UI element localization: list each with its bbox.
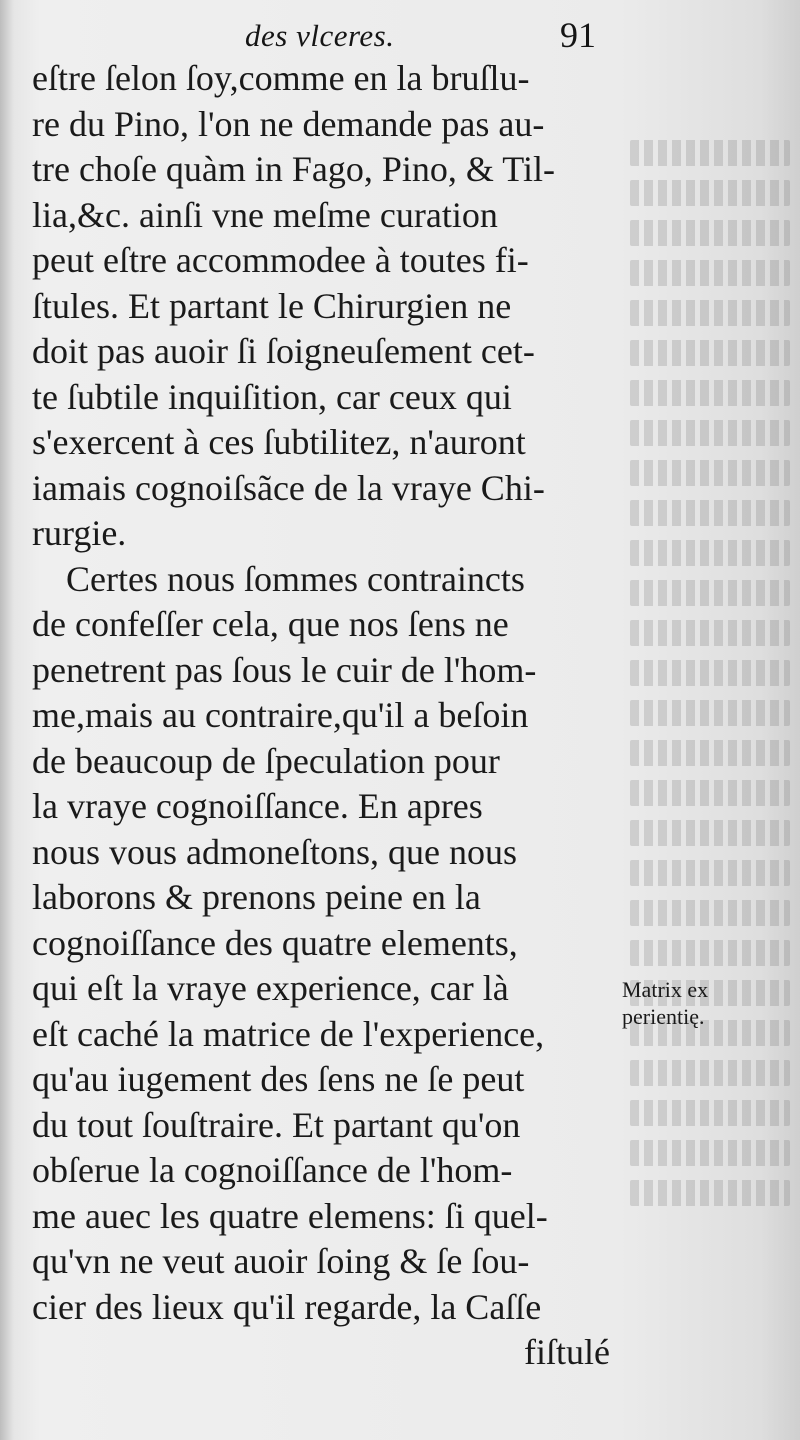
running-head: des vlceres. xyxy=(245,18,395,53)
margin-note-line: Matrix ex xyxy=(622,977,709,1002)
text-line: peut eſtre accommodee à toutes fi- xyxy=(32,240,529,280)
text-line: lia,&c. ainſi vne meſme curation xyxy=(32,194,498,235)
text-line: qui eſt la vraye experience, car là xyxy=(32,968,509,1008)
text-line: la vraye cognoiſſance. En apres xyxy=(32,786,483,826)
text-line: penetrent pas ſous le cuir de l'hom- xyxy=(32,649,537,690)
text-line: me,mais au contraire,qu'il a beſoin xyxy=(32,695,529,735)
text-line: re du Pino, l'on ne demande pas au- xyxy=(32,103,545,144)
text-line: qu'vn ne veut auoir ſoing & ſe ſou- xyxy=(32,1241,530,1281)
text-line: s'exercent à ces ſubtilitez, n'auront xyxy=(32,422,526,462)
text-line: obſerue la cognoiſſance de l'hom- xyxy=(32,1150,513,1190)
catchword: fiſtulé xyxy=(524,1332,610,1372)
page-header xyxy=(0,8,800,58)
text-line: te ſubtile inquiſition, car ceux qui xyxy=(32,376,512,417)
text-line: de beaucoup de ſpeculation pour xyxy=(32,740,500,781)
text-line: cier des lieux qu'il regarde, la Caſſe xyxy=(32,1286,542,1327)
bleed-through-texture xyxy=(630,140,790,1240)
text-line: rurgie. xyxy=(32,513,127,553)
text-line: eſtre ſelon ſoy,comme en la bruſlu- xyxy=(32,58,530,98)
margin-note xyxy=(622,976,772,1030)
paragraph-first-line: Certes nous ſommes contraincts xyxy=(66,558,525,599)
text-line: laborons & prenons peine en la xyxy=(32,877,481,917)
text-line: tre choſe quàm in Fago, Pino, & Til- xyxy=(32,149,556,189)
text-line: cognoiſſance des quatre elements, xyxy=(32,922,518,963)
text-line: me auec les quatre elemens: ſi quel- xyxy=(32,1195,548,1236)
text-line: du tout ſouſtraire. Et partant qu'on xyxy=(32,1104,521,1145)
body-text xyxy=(32,56,622,1376)
text-line: de confeſſer cela, que nos ſens ne xyxy=(32,604,509,644)
text-line: doit pas auoir ſi ſoigneuſement cet- xyxy=(32,331,535,371)
text-line: eſt caché la matrice de l'experience, xyxy=(32,1013,545,1054)
text-line: iamais cognoiſsãce de la vraye Chi- xyxy=(32,467,545,508)
text-line: qu'au iugement des ſens ne ſe peut xyxy=(32,1059,525,1099)
margin-note-line: perientię. xyxy=(622,1004,705,1029)
text-line: ſtules. Et partant le Chirurgien ne xyxy=(32,285,512,326)
page-number: 91 xyxy=(560,15,596,55)
text-line: nous vous admoneſtons, que nous xyxy=(32,831,517,872)
